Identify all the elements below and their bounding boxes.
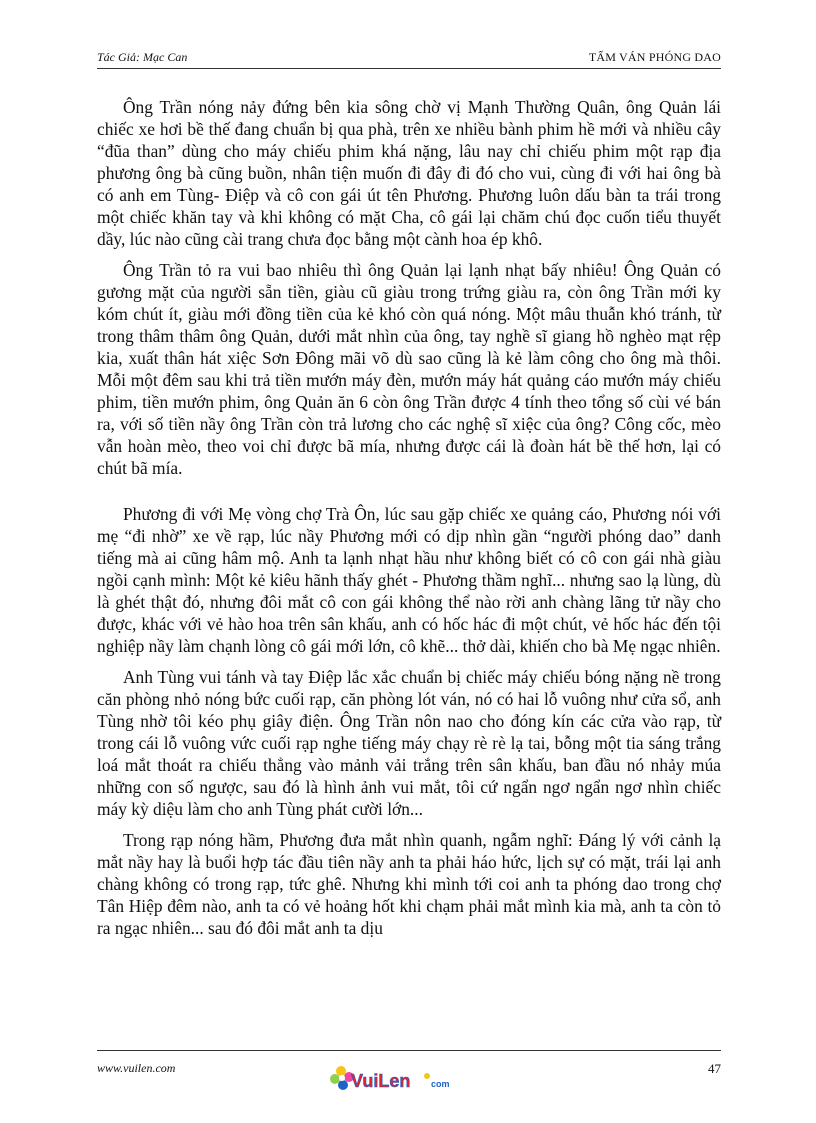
logo-dot-icon xyxy=(424,1073,430,1079)
paragraph: Trong rạp nóng hầm, Phương đưa mắt nhìn quanh, ngẫm nghĩ: Đáng lý với cảnh lạ mắt nầy hay là buổi hợp tác đầu tiên nầy anh ta phải háo hức, lịch sự có mặt, trái lại anh chàng không có trong rạp, tức ghê. Nhưng khi mình tới coi anh ta phóng dao trong chợ Tân Hiệp đêm nào, anh ta có vẻ hoảng hốt khi chạm phải mắt mình kia mà, anh ta còn tỏ ra ngạc nhiên... sau đó đôi mắt anh ta dịu xyxy=(97,830,721,938)
page-header xyxy=(97,46,721,69)
page-number: 47 xyxy=(708,1061,721,1076)
paragraph: Ông Trần nóng nảy đứng bên kia sông chờ vị Mạnh Thường Quân, ông Quản lái chiếc xe hơi bề thế đang chuẩn bị qua phà, trên xe nhiều bành phim hề mới và nhiều cây “đũa than” dùng cho máy chiếu phim khá nặng, lâu nay chỉ chiếu phim một rạp địa phương ông bà cũng buồn, nhân tiện muốn đi đây đi đó cho vui, cùng đi với hai ông bà có anh em Tùng- Điệp và cô con gái út tên Phương. Phương luôn dấu bàn ta trái trong một chiếc khăn tay và khi không có mặt Cha, cô gái lại chăm chú đọc cuốn tiểu thuyết dầy, lúc nào cũng cài trang chưa đọc bằng một cành hoa ép khô. xyxy=(97,97,721,249)
paragraph: Phương đi với Mẹ vòng chợ Trà Ôn, lúc sau gặp chiếc xe quảng cáo, Phương nói với mẹ “đi nhờ” xe về rạp, lúc nầy Phương mới có dịp nhìn gần “người phóng dao” danh tiếng mà ai cũng hâm mộ. Anh ta lạnh nhạt hầu như không biết có cô con gái nhà giàu ngồi cạnh mình: Một kẻ kiêu hãnh thấy ghét - Phương thầm nghĩ... nhưng sao lạ lùng, dù là ghét thật đó, nhưng đôi mắt cô con gái không thể nào rời anh chàng lãng tử nầy cho được, khác với vẻ hào hoa trên sân khấu, anh có hốc hác đi một chút, vẻ hốc hác đến tội nghiệp nầy làm chạnh lòng cô gái mới lớn, cô khẽ... thở dài, khiến cho bà Mẹ ngạc nhiên. xyxy=(97,504,721,656)
page-body xyxy=(97,96,721,948)
header-book-title: TẤM VÁN PHÓNG DAO xyxy=(588,50,721,64)
header-author: Tác Giả: Mạc Can xyxy=(97,50,188,64)
vuilen-logo xyxy=(329,1063,479,1097)
page-footer xyxy=(97,1050,721,1111)
footer-website[interactable]: www.vuilen.com xyxy=(97,1061,176,1075)
paragraph: Ông Trần tỏ ra vui bao nhiêu thì ông Quản lại lạnh nhạt bấy nhiêu! Ông Quản có gương mặt của người sẵn tiền, giàu cũ giàu trong trứng giàu ra, còn ông Trần mới ky kóm chút ít, giàu mới đồng tiền của kẻ khó còn quá nóng. Một mâu thuẫn khó tránh, từ trong thâm thâm ông Quản, dưới mắt nhìn của ông, tay nghề sĩ giang hồ nghèo mạt rệp kia, xuất thân hát xiệc Sơn Đông mãi võ dù sao cũng là kẻ làm công cho ông mà thôi. Mỗi một đêm sau khi trả tiền mướn máy đèn, mướn máy hát quảng cáo mướn máy chiếu phim, tiền mướn phim, ông Quản ăn 6 còn ông Trần được 4 tính theo tổng số cùi vé bán ra, với số tiền nầy ông Trần còn trả lương cho các nghệ sĩ xiệc của ông? Công cốc, mèo vẫn hoàn mèo, theo voi chỉ được bã mía, nhưng được cái là đoàn hát bề thế hơn, lại có chút bã mía. xyxy=(97,260,721,478)
logo-main-text: VuiLen xyxy=(351,1071,411,1091)
logo-suffix-text: com xyxy=(431,1079,450,1089)
paragraph: Anh Tùng vui tánh và tay Điệp lắc xắc chuẩn bị chiếc máy chiếu bóng nặng nề trong căn phòng nhỏ nóng bức cuối rạp, căn phòng lót ván, nó có hai lỗ vuông như cửa sổ, anh Tùng nhờ tôi kéo phụ giây điện. Ông Trần nôn nao cho đóng kín các cửa vào rạp, từ trong cái lỗ vuông vức cuối rạp nghe tiếng máy chạy rè rè lạ tai, bỗng một tia sáng trắng loá mắt thoát ra chiếu thẳng vào mảnh vải trắng trên sân khấu, ban đầu nó nhảy múa những con số ngược, sau đó là hình ảnh vui mắt, tôi cứ ngẩn ngơ ngẩn ngơ nhìn chiếc máy kỳ diệu làm cho anh Tùng phát cười lớn... xyxy=(97,667,721,819)
